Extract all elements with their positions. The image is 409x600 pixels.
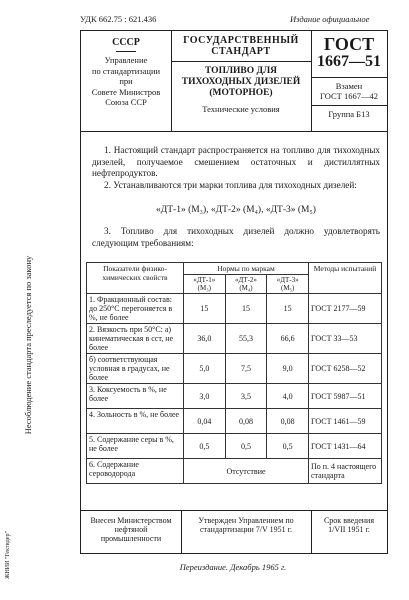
norm-cell: 0,08: [225, 409, 267, 434]
library-stamp: ЖНИИ "Гектидер": [5, 531, 11, 579]
paragraph-3: 3. Топливо для тихоходных дизелей должно удовлетворять следующим требованиям:: [92, 226, 380, 248]
norm-cell: 7,5: [225, 354, 267, 384]
property-cell: 5. Содержание серы в %, не более: [87, 434, 184, 459]
property-cell: 4. Зольность в %, не более: [87, 409, 184, 434]
property-cell: 6. Содержание сероводорода: [87, 459, 184, 484]
replaces-line: Взамен: [335, 81, 363, 91]
gost-label: ГОСТ: [323, 34, 375, 54]
property-cell: 2. Вязкость при 50°С: а) кинематическая в сст, не более: [87, 324, 184, 354]
grade-header: «ДТ-3» (М₅): [267, 275, 309, 294]
legal-warning: Несоблюдение стандарта преследуется по закону: [23, 255, 33, 435]
grades-line: «ДТ-1» (М₃), «ДТ-2» (М₄), «ДТ-3» (М₅): [156, 205, 316, 215]
norm-cell: 55,3: [225, 324, 267, 354]
norm-cell: 66,6: [267, 324, 309, 354]
group-label: Группа Б13: [328, 109, 370, 119]
reprint-note: Переиздание. Декабрь 1965 г.: [179, 562, 287, 572]
norm-cell: 0,5: [267, 434, 309, 459]
norm-cell: 36,0: [184, 324, 226, 354]
norm-cell: 3,0: [184, 384, 226, 409]
table-row: [87, 324, 382, 354]
requirements-table: [86, 262, 382, 484]
grade-header: «ДТ-1» (М₃): [184, 275, 226, 294]
committee-line: Управление: [104, 55, 148, 65]
gost-number: 1667—51: [317, 53, 381, 70]
norm-cell: 0,04: [184, 409, 226, 434]
method-cell: ГОСТ 2177—59: [309, 294, 382, 324]
header-block: [80, 30, 388, 132]
col-header-property: Показатели физико-химических свойств: [87, 263, 184, 294]
table-row: [87, 434, 382, 459]
table-row: [87, 384, 382, 409]
doc-subtitle: Технические условия: [202, 104, 280, 114]
norm-cell: 9,0: [267, 354, 309, 384]
method-cell: ГОСТ 1431—64: [309, 434, 382, 459]
doc-title-line: ТОПЛИВО ДЛЯ: [204, 66, 278, 76]
norm-cell: 15: [184, 294, 226, 324]
norm-cell: 15: [267, 294, 309, 324]
grade-header: «ДТ-2» (М₄): [225, 275, 267, 294]
number-cell: [311, 31, 387, 131]
table-row: [87, 354, 382, 384]
committee-line: Союза ССР: [105, 97, 147, 107]
footer-block: [80, 510, 388, 554]
norm-cell: 0,5: [225, 434, 267, 459]
paragraph-1: 1. Настоящий стандарт распространяется на топливо для тихоходных дизелей, получаемое смешением остаточных и дистиллятных нефтепродуктов.: [92, 145, 380, 178]
table-row: [87, 409, 382, 434]
table-row: [87, 459, 382, 484]
edition-note: Издание официальное: [290, 14, 370, 24]
norm-cell: 4,0: [267, 384, 309, 409]
norm-cell: 0,08: [267, 409, 309, 434]
col-header-norms: Нормы по маркам: [184, 263, 309, 275]
title-cell: [171, 31, 312, 131]
committee-line: при: [119, 76, 133, 86]
state-standard-label: СТАНДАРТ: [211, 46, 271, 57]
method-cell: ГОСТ 6258—52: [309, 354, 382, 384]
committee-line: Совете Министров: [91, 86, 161, 97]
property-cell: 1. Фракционный состав: до 250°С перегоняется в %, не более: [87, 294, 184, 324]
norm-cell: 5,0: [184, 354, 226, 384]
property-cell: б) соответствующая условная в градусах, не более: [87, 354, 184, 384]
issuer-cell: [81, 31, 172, 131]
norm-cell: 0,5: [184, 434, 226, 459]
norm-cell: 15: [225, 294, 267, 324]
col-header-methods: Методы испытаний: [309, 263, 382, 294]
method-cell: ГОСТ 5987—51: [309, 384, 382, 409]
doc-title-line: (МОТОРНОЕ): [209, 88, 273, 98]
norm-cell: 3,5: [225, 384, 267, 409]
state-standard-label: ГОСУДАРСТВЕННЫЙ: [183, 35, 299, 46]
ussr-label: СССР: [112, 37, 140, 48]
paragraph-2: 2. Устанавливаются три марки топлива для тихоходных дизелей:: [104, 180, 357, 190]
replaces-line: ГОСТ 1667—42: [320, 91, 378, 101]
method-cell: ГОСТ 1461—59: [309, 409, 382, 434]
committee-line: по стандартизации: [91, 65, 161, 76]
doc-title-line: ТИХОХОДНЫХ ДИЗЕЛЕЙ: [181, 77, 301, 87]
effective-date: Срок введения 1/VII 1951 г.: [323, 516, 375, 534]
method-cell: По п. 4 настоящего стандарта: [309, 459, 382, 484]
udk-code: УДК 662.75 : 621.436: [80, 14, 157, 24]
norm-cell: Отсутствие: [184, 459, 309, 484]
table-row: [87, 294, 382, 324]
method-cell: ГОСТ 33—53: [309, 324, 382, 354]
approved-by: Утвержден Управлением по стандартизации 7/V 1951 г.: [181, 511, 312, 553]
introduced-by: Внесен Министерством нефтяной промышленности: [81, 511, 182, 553]
property-cell: 3. Коксуемость в %, не более: [87, 384, 184, 409]
